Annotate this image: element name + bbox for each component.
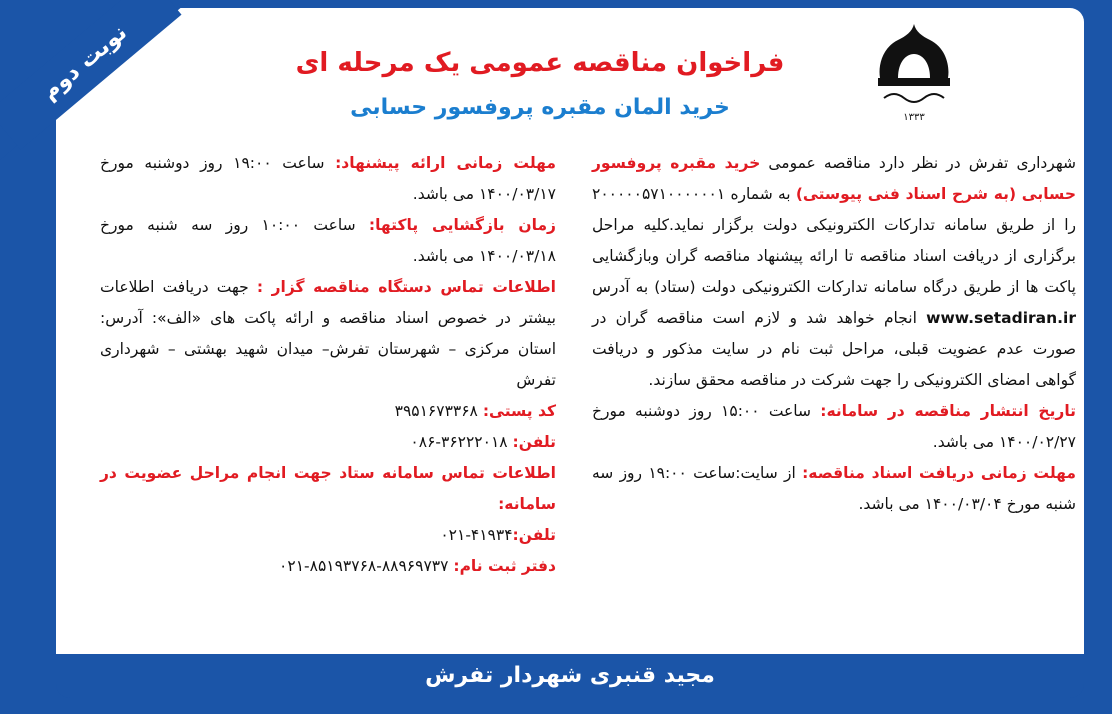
desc-text-a: شهرداری تفرش در نظر دارد مناقصه عمومی [760, 154, 1076, 172]
publish-date-label: تاریخ انتشار مناقصه در سامانه: [820, 402, 1076, 420]
registration-office-value: ۸۸۹۶۹۷۳۷-۸۵۱۹۳۷۶۸-۰۲۱ [279, 557, 454, 575]
logo-year: ۱۳۳۳ [903, 112, 925, 123]
setad-contact-label: اطلاعات تماس سامانه ستاد جهت انجام مراحل عضویت در سامانه: [100, 464, 556, 513]
setad-phone-value: ۴۱۹۳۴-۰۲۱ [440, 526, 513, 544]
registration-office-label: دفتر ثبت نام: [453, 557, 556, 575]
footer-signature: مجید قنبری شهردار تفرش [56, 654, 1084, 698]
setad-url-link[interactable]: www.setadiran.ir [926, 309, 1076, 327]
municipality-logo [872, 18, 956, 128]
desc-text-b: به شماره ۲۰۰۰۰۰۵۷۱۰۰۰۰۰۰۱ را از طریق سامانه تدارکات الکترونیکی دولت برگزار نماید.کلیه مراحل برگزاری از دریافت اسناد مناقصه تا ارائه پیشنهاد مناقصه گران وبازگشایی پاکت ها از طریق درگاه سامانه تدارکات الکترونیکی دولت (ستاد) به آدرس [592, 185, 1076, 296]
publish-date-value: ساعت ۱۵:۰۰ روز دوشنبه مورخ ۱۴۰۰/۰۲/۲۷ می باشد. [592, 402, 1076, 451]
setad-phone [100, 520, 556, 551]
tender-description [592, 148, 1076, 396]
dome-logo-icon [872, 18, 956, 128]
publish-date [592, 396, 1076, 458]
setad-contact [100, 458, 556, 520]
postal-code-value: ۳۹۵۱۶۷۳۳۶۸ [394, 402, 478, 420]
opening-time-label: زمان بازگشایی پاکتها: [368, 216, 556, 234]
page-title: فراخوان مناقصه عمومی یک مرحله ای [295, 48, 785, 78]
postal-code-label: کد پستی: [482, 402, 556, 420]
opening-time [100, 210, 556, 272]
contact-info-value: جهت دریافت اطلاعات بیشتر در خصوص اسناد مناقصه و ارائه پاکت های «الف»: آدرس: استان مرکزی – شهرستان تفرش– میدان شهید بهشتی – شهرداری تفرش [100, 278, 556, 389]
proposal-deadline-value: ساعت ۱۹:۰۰ روز دوشنبه مورخ ۱۴۰۰/۰۳/۱۷ می باشد. [100, 154, 556, 203]
proposal-deadline [100, 148, 556, 210]
document-deadline [592, 458, 1076, 520]
phone [100, 427, 556, 458]
left-column [100, 148, 556, 582]
page-subtitle: خرید المان مقبره پروفسور حسابی [350, 95, 730, 120]
registration-office [100, 551, 556, 582]
contact-info [100, 272, 556, 396]
proposal-deadline-label: مهلت زمانی ارائه پیشنهاد: [335, 154, 556, 172]
document-deadline-value: از سایت:ساعت ۱۹:۰۰ روز سه شنبه مورخ ۱۴۰۰/۰۳/۰۴ می باشد. [592, 464, 1076, 513]
contact-info-label: اطلاعات تماس دستگاه مناقصه گزار : [256, 278, 556, 296]
phone-label: تلفن: [512, 433, 556, 451]
phone-value: ۳۶۲۲۲۰۱۸-۰۸۶ [410, 433, 513, 451]
opening-time-value: ساعت ۱۰:۰۰ روز سه شنبه مورخ ۱۴۰۰/۰۳/۱۸ می باشد. [100, 216, 556, 265]
setad-phone-label: تلفن: [512, 526, 556, 544]
desc-text-c: انجام خواهد شد و لازم است مناقصه گران در صورت عدم عضویت قبلی، مراحل ثبت نام در سایت مذکور و دریافت گواهی امضای الکترونیکی را جهت شرکت در مناقصه محقق سازند. [592, 309, 1076, 389]
desc-highlight: خرید مقبره پروفسور حسابی (به شرح اسناد فنی پیوستی) [592, 154, 1077, 203]
ribbon-corner [0, 0, 200, 160]
ribbon-label: نوبت دوم [0, 0, 182, 150]
document-deadline-label: مهلت زمانی دریافت اسناد مناقصه: [802, 464, 1076, 482]
postal-code [100, 396, 556, 427]
right-column [592, 148, 1076, 520]
